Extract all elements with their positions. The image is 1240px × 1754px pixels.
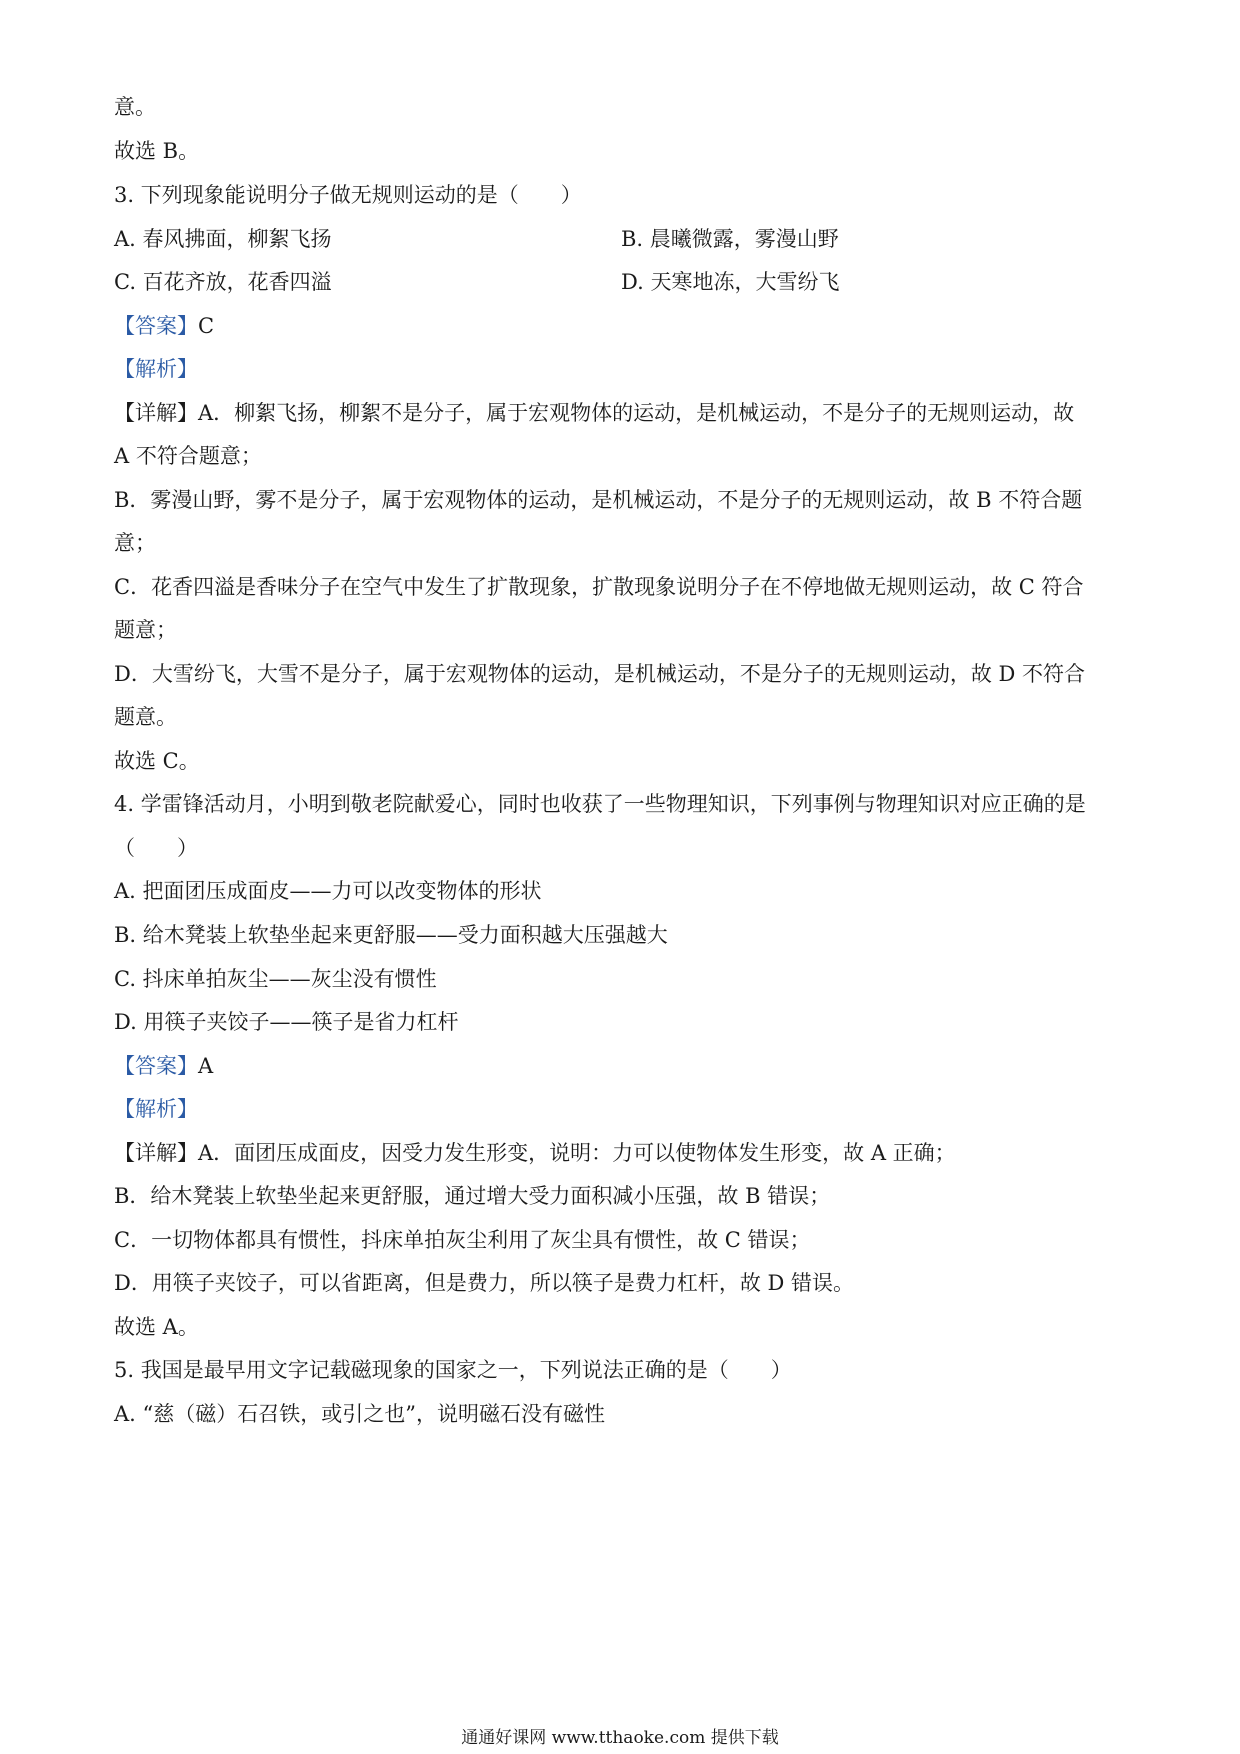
text-line: 题意。	[114, 705, 177, 729]
detail-line	[114, 1138, 956, 1168]
analysis-tag: 【解析】	[114, 357, 198, 381]
analysis-line	[114, 1094, 198, 1124]
text-line: B．雾漫山野，雾不是分子，属于宏观物体的运动，是机械运动，不是分子的无规则运动，故 B 不符合题	[114, 488, 1083, 512]
text-line: C．一切物体都具有惯性，抖床单拍灰尘利用了灰尘具有惯性，故 C 错误；	[114, 1228, 811, 1252]
text-line: 意；	[114, 531, 156, 555]
answer-value: A	[198, 1054, 214, 1078]
answer-tag: 【答案】	[114, 314, 198, 338]
text-line: B．给木凳装上软垫坐起来更舒服，通过增大受力面积减小压强，故 B 错误；	[114, 1184, 831, 1208]
detail-line	[114, 398, 1074, 428]
analysis-line	[114, 354, 198, 384]
option-a: A. “慈（磁）石召铁，或引之也”，说明磁石没有磁性	[114, 1402, 605, 1426]
option-b: B. 给木凳装上软垫坐起来更舒服——受力面积越大压强越大	[114, 923, 668, 947]
detail-tag: 【详解】	[114, 401, 198, 425]
option-b: B. 晨曦微露，雾漫山野	[621, 227, 839, 251]
text-line: 故选 B。	[114, 139, 200, 163]
answer-line	[114, 1051, 213, 1081]
text-line: D．大雪纷飞，大雪不是分子，属于宏观物体的运动，是机械运动，不是分子的无规则运动，故 D 不符合	[114, 662, 1086, 686]
text-line: 故选 A。	[114, 1315, 199, 1339]
text-line: （ ）	[114, 836, 198, 860]
answer-value: C	[198, 314, 215, 338]
option-c: C. 百花齐放，花香四溢	[114, 270, 332, 294]
detail-text: A．柳絮飞扬，柳絮不是分子，属于宏观物体的运动，是机械运动，不是分子的无规则运动，故	[198, 401, 1075, 425]
text-line: 题意；	[114, 618, 177, 642]
option-a: A. 春风拂面，柳絮飞扬	[114, 227, 332, 251]
text-line: D．用筷子夹饺子，可以省距离，但是费力，所以筷子是费力杠杆，故 D 错误。	[114, 1271, 855, 1295]
detail-text: A．面团压成面皮，因受力发生形变，说明：力可以使物体发生形变，故 A 正确；	[198, 1141, 956, 1165]
option-c: C. 抖床单拍灰尘——灰尘没有惯性	[114, 967, 437, 991]
text-line: 意。	[114, 95, 156, 119]
option-d: D. 天寒地冻，大雪纷飞	[621, 270, 840, 294]
page-footer: 通通好课网 www.tthaoke.com 提供下载	[461, 1728, 779, 1748]
answer-line	[114, 311, 214, 341]
answer-tag: 【答案】	[114, 1054, 198, 1078]
text-line: C．花香四溢是香味分子在空气中发生了扩散现象，扩散现象说明分子在不停地做无规则运动，故 C 符合	[114, 575, 1084, 599]
question-3: 3. 下列现象能说明分子做无规则运动的是（ ）	[114, 183, 582, 207]
option-a: A. 把面团压成面皮——力可以改变物体的形状	[114, 879, 542, 903]
detail-tag: 【详解】	[114, 1141, 198, 1165]
question-5: 5. 我国是最早用文字记载磁现象的国家之一，下列说法正确的是（ ）	[114, 1358, 792, 1382]
text-line: 故选 C。	[114, 749, 200, 773]
question-4: 4. 学雷锋活动月，小明到敬老院献爱心，同时也收获了一些物理知识，下列事例与物理知识对应正确的是	[114, 792, 1086, 816]
option-d: D. 用筷子夹饺子——筷子是省力杠杆	[114, 1010, 459, 1034]
text-line: A 不符合题意；	[114, 444, 262, 468]
analysis-tag: 【解析】	[114, 1097, 198, 1121]
